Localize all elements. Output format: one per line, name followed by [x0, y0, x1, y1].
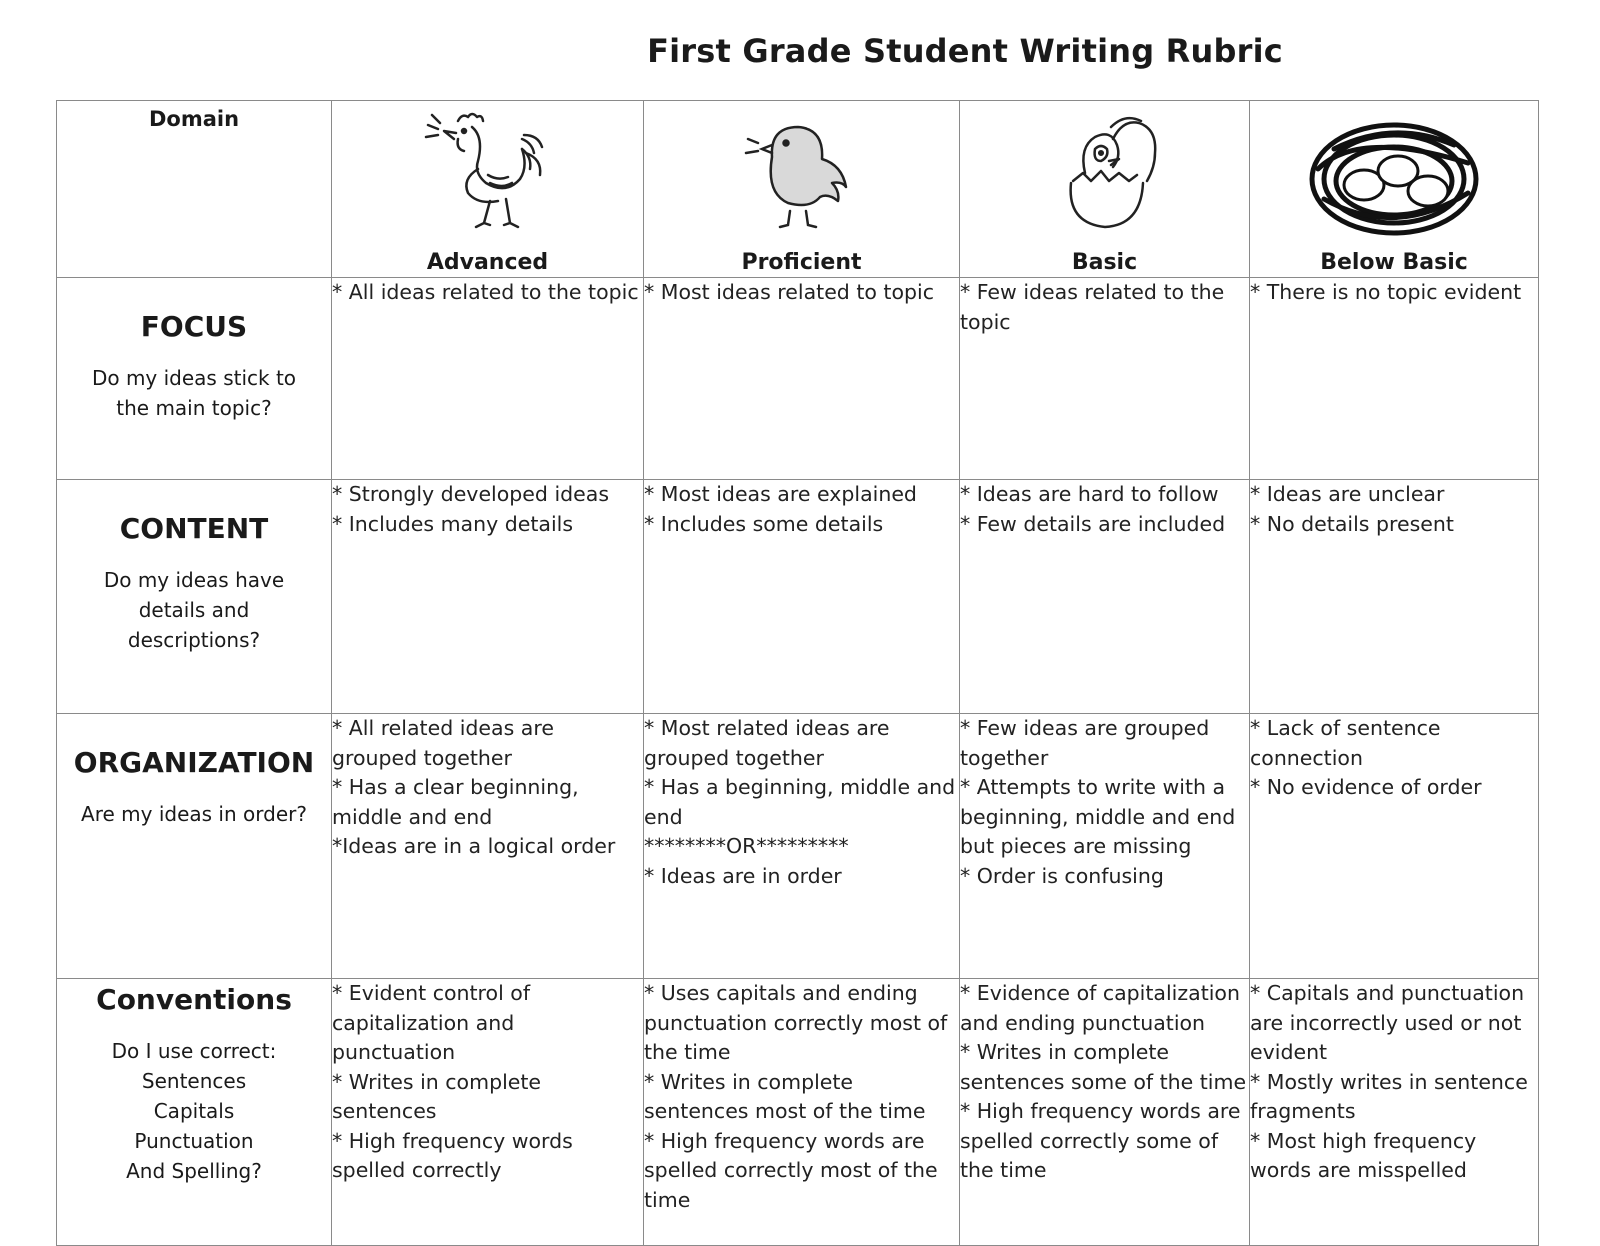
- criteria-cell: * All related ideas are grouped together * Has a clear beginning, middle and end *Ideas are in a logical order: [332, 714, 644, 979]
- criteria-cell: * Few ideas related to the topic: [960, 278, 1250, 480]
- domain-question: Do I use correct: Sentences Capitals Punctuation And Spelling?: [111, 1039, 277, 1183]
- domain-label: Domain: [148, 107, 240, 131]
- criteria-cell: * Most related ideas are grouped together * Has a beginning, middle and end ********OR********* * Ideas are in order: [644, 714, 960, 979]
- rubric-row-organization: [57, 714, 1539, 979]
- criteria-cell: * Few ideas are grouped together * Attempts to write with a beginning, middle and end but pieces are missing * Order is confusing: [960, 714, 1250, 979]
- level-name: Proficient: [741, 250, 862, 275]
- domain-name: FOCUS: [140, 310, 248, 343]
- domain-question: Do my ideas have details and descriptions?: [103, 568, 285, 652]
- criteria-cell: * There is no topic evident: [1250, 278, 1539, 480]
- level-header-basic: [960, 101, 1250, 278]
- rubric-table: [56, 100, 1539, 1246]
- domain-question: Are my ideas in order?: [81, 802, 307, 826]
- criteria-cell: * Most ideas are explained * Includes some details: [644, 480, 960, 714]
- criteria-cell: * Uses capitals and ending punctuation correctly most of the time * Writes in complete sentences most of the time * High frequency words are spelled correctly most of the time: [644, 979, 960, 1246]
- domain-question: Do my ideas stick to the main topic?: [91, 366, 297, 420]
- criteria-cell: * Ideas are unclear * No details present: [1250, 480, 1539, 714]
- rubric-row-conventions: [57, 979, 1539, 1246]
- header-row: [57, 101, 1539, 278]
- criteria-cell: * Most ideas related to topic: [644, 278, 960, 480]
- criteria-cell: * Capitals and punctuation are incorrectly used or not evident * Mostly writes in sentence fragments * Most high frequency words are misspelled: [1250, 979, 1539, 1246]
- domain-cell: [57, 278, 332, 480]
- level-name: Advanced: [426, 250, 549, 275]
- criteria-cell: * Lack of sentence connection * No evidence of order: [1250, 714, 1539, 979]
- domain-cell: [57, 714, 332, 979]
- level-header-proficient: [644, 101, 960, 278]
- domain-cell: [57, 480, 332, 714]
- rubric-row-focus: [57, 278, 1539, 480]
- criteria-cell: * Strongly developed ideas * Includes many details: [332, 480, 644, 714]
- domain-name: CONTENT: [119, 512, 269, 545]
- level-name: Below Basic: [1320, 250, 1468, 275]
- chick-icon: [644, 109, 959, 241]
- domain-cell: [57, 979, 332, 1246]
- criteria-cell: * Ideas are hard to follow * Few details are included: [960, 480, 1250, 714]
- criteria-cell: * Evident control of capitalization and punctuation * Writes in complete sentences * High frequency words spelled correctly: [332, 979, 644, 1246]
- level-header-below-basic: [1250, 101, 1539, 278]
- nest-eggs-icon: [1250, 109, 1538, 241]
- hatching-egg-icon: [960, 109, 1249, 241]
- criteria-cell: * Evidence of capitalization and ending punctuation * Writes in complete sentences some of the time * High frequency words are spelled correctly some of the time: [960, 979, 1250, 1246]
- criteria-cell: * All ideas related to the topic: [332, 278, 644, 480]
- page-title: First Grade Student Writing Rubric: [647, 32, 1283, 70]
- domain-name: Conventions: [96, 983, 292, 1016]
- domain-name: ORGANIZATION: [73, 746, 315, 779]
- level-header-advanced: [332, 101, 644, 278]
- domain-header-cell: [57, 101, 332, 278]
- rooster-icon: [332, 109, 643, 241]
- level-name: Basic: [1071, 250, 1138, 275]
- rubric-row-content: [57, 480, 1539, 714]
